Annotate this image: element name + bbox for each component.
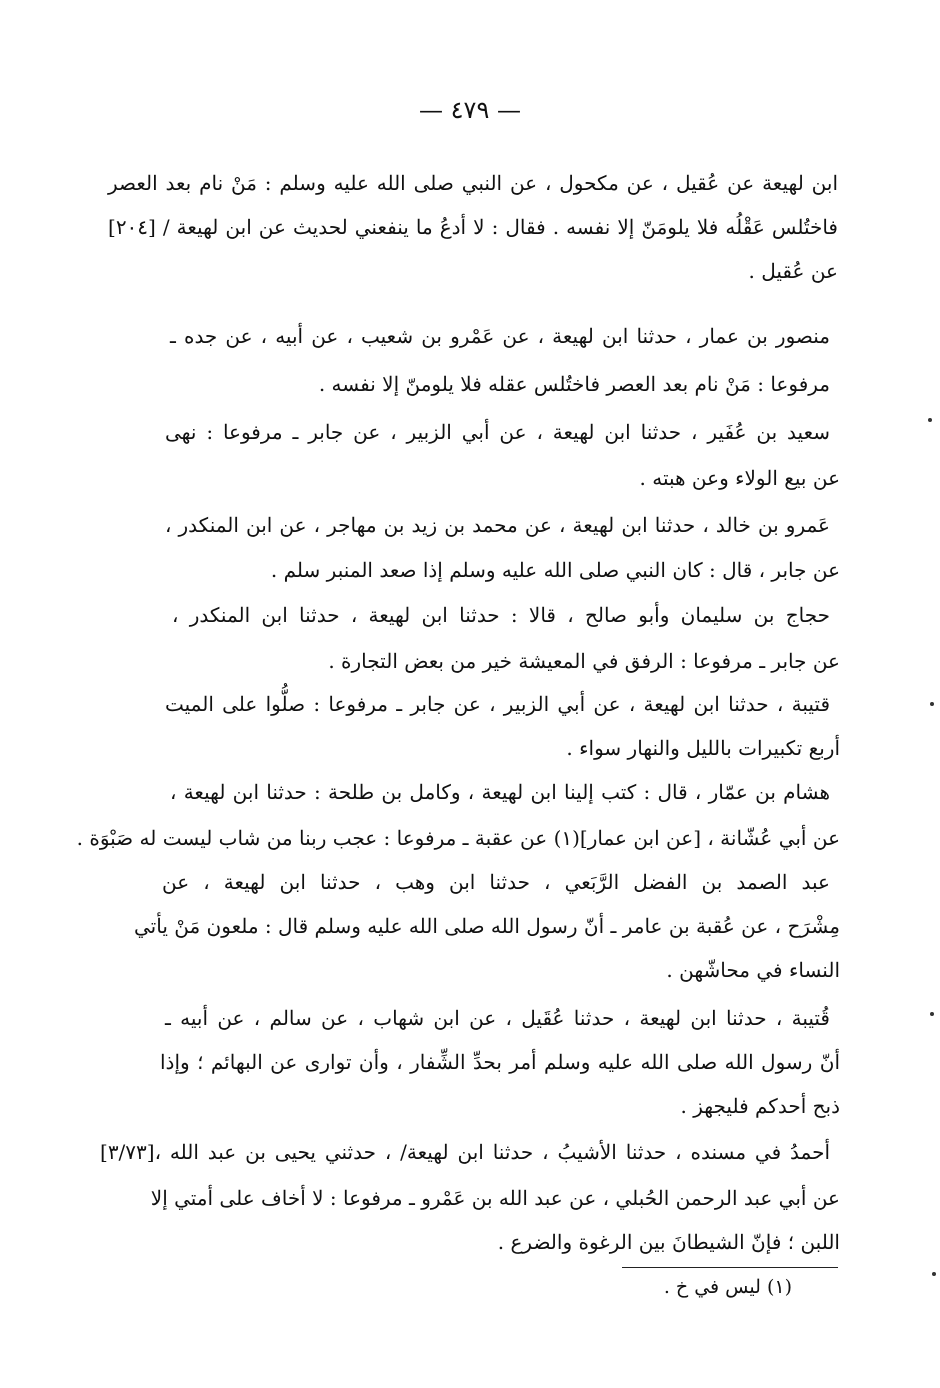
hadith-block (165, 511, 830, 555)
text-line: هشام بن عمّار ، قال : كتب إلينا ابن لهيعة ، وكامل بن طلحة : حدثنا ابن لهيعة ، (170, 780, 830, 804)
hadith-block (165, 690, 830, 734)
text-line: عبد الصمد بن الفضل الرَّبَعي ، حدثنا ابن وهب ، حدثنا ابن لهيعة ، عن (162, 870, 830, 894)
hadith-block (170, 778, 830, 822)
text-line: منصور بن عمار ، حدثنا ابن لهيعة ، عن عَمْرو بن شعيب ، عن أبيه ، عن جده ـ (170, 324, 830, 348)
text-line: عن جابر ، قال : كان النبي صلى الله عليه وسلم إذا صعد المنبر سلم . (270, 558, 840, 582)
text-line: أنّ رسول الله صلى الله عليه وسلم أمر بحدِّ الشِّفار ، وأن توارى عن البهائم ؛ وإذا (160, 1050, 840, 1074)
text-line: مِشْرَح ، عن عُقبة بن عامر ـ أنّ رسول الله صلى الله عليه وسلم قال : ملعون مَنْ يأتي (134, 914, 840, 938)
margin-mark (930, 1012, 934, 1016)
text-line: سعيد بن عُفَير ، حدثنا ابن لهيعة ، عن أبي الزبير ، عن جابر ـ مرفوعا : نهى (165, 420, 830, 444)
hadith-block-continuation (160, 1048, 840, 1136)
footnote-divider (622, 1267, 838, 1268)
text-line: فاختُلس عَقْلُه فلا يلومَنّ إلا نفسه . فقال : لا أدعُ ما ينفعني لحديث عن ابن لهيعة / [٢٠٤] (108, 215, 838, 239)
hadith-block-continuation (500, 734, 840, 778)
hadith-block-continuation (134, 912, 840, 1000)
text-line: اللبن ؛ فإنّ الشيطانَ بين الرغوة والضرع . (497, 1230, 840, 1254)
hadith-block-continuation (150, 1184, 840, 1272)
margin-mark (930, 702, 934, 706)
hadith-block (172, 601, 830, 645)
hadith-block-continuation (270, 556, 840, 600)
page-number: — ٤٧٩ — (419, 96, 521, 124)
text-line: مرفوعا : مَنْ نام بعد العصر فاختُلس عقله فلا يلومنّ إلا نفسه . (318, 372, 830, 396)
hadith-block (165, 1004, 830, 1048)
text-line: عن أبي عُشّانة ، [عن ابن عمار](١) عن عقبة ـ مرفوعا : عجب ربنا من شاب ليست له صَبْوَة . (76, 826, 840, 850)
footnote: (١) ليس في خ . (663, 1276, 792, 1298)
text-line: عن جابر ـ مرفوعا : الرفق في المعيشة خير من بعض التجارة . (328, 649, 840, 673)
hadith-block-continuation (76, 824, 840, 868)
hadith-block-continuation (540, 464, 840, 508)
text-line: قُتيبة ، حدثنا ابن لهيعة ، حدثنا عُقَيل ، عن ابن شهاب ، عن سالم ، عن أبيه ـ (165, 1006, 830, 1030)
margin-mark (932, 1272, 936, 1276)
text-line: عن أبي عبد الرحمن الحُبلي ، عن عبد الله بن عَمْرو ـ مرفوعا : لا أخاف على أمتي إلا (150, 1186, 840, 1210)
text-line: عَمرو بن خالد ، حدثنا ابن لهيعة ، عن محمد بن زيد بن مهاجر ، عن ابن المنكدر ، (165, 513, 830, 537)
text-line: عن بيع الولاء وعن هبته . (639, 466, 840, 490)
text-line: قتيبة ، حدثنا ابن لهيعة ، عن أبي الزبير ، عن جابر ـ مرفوعا : صلُّوا على الميت (165, 692, 830, 716)
hadith-block-continuation (300, 370, 830, 414)
text-line: أحمدُ في مسنده ، حدثنا الأشيبُ ، حدثنا ابن لهيعة/ ، حدثني يحيى بن عبد الله ،[٣/٧٣] (100, 1140, 830, 1164)
text-line: النساء في محاشّهن . (666, 958, 840, 982)
hadith-block (108, 169, 838, 303)
text-line: عن عُقيل . (748, 259, 838, 283)
hadith-block (162, 868, 830, 912)
hadith-block (100, 1138, 830, 1182)
hadith-block (165, 418, 830, 462)
text-line: أربع تكبيرات بالليل والنهار سواء . (566, 736, 840, 760)
hadith-block-continuation (300, 647, 840, 691)
margin-mark (928, 418, 932, 422)
text-line: ابن لهيعة عن عُقيل ، عن مكحول ، عن النبي صلى الله عليه وسلم : مَنْ نام بعد العصر (108, 171, 838, 195)
text-line: حجاج بن سليمان وأبو صالح ، قالا : حدثنا ابن لهيعة ، حدثنا ابن المنكدر ، (172, 603, 830, 627)
text-line: ذبح أحدكم فليجهز . (680, 1094, 840, 1118)
hadith-block (170, 322, 830, 366)
